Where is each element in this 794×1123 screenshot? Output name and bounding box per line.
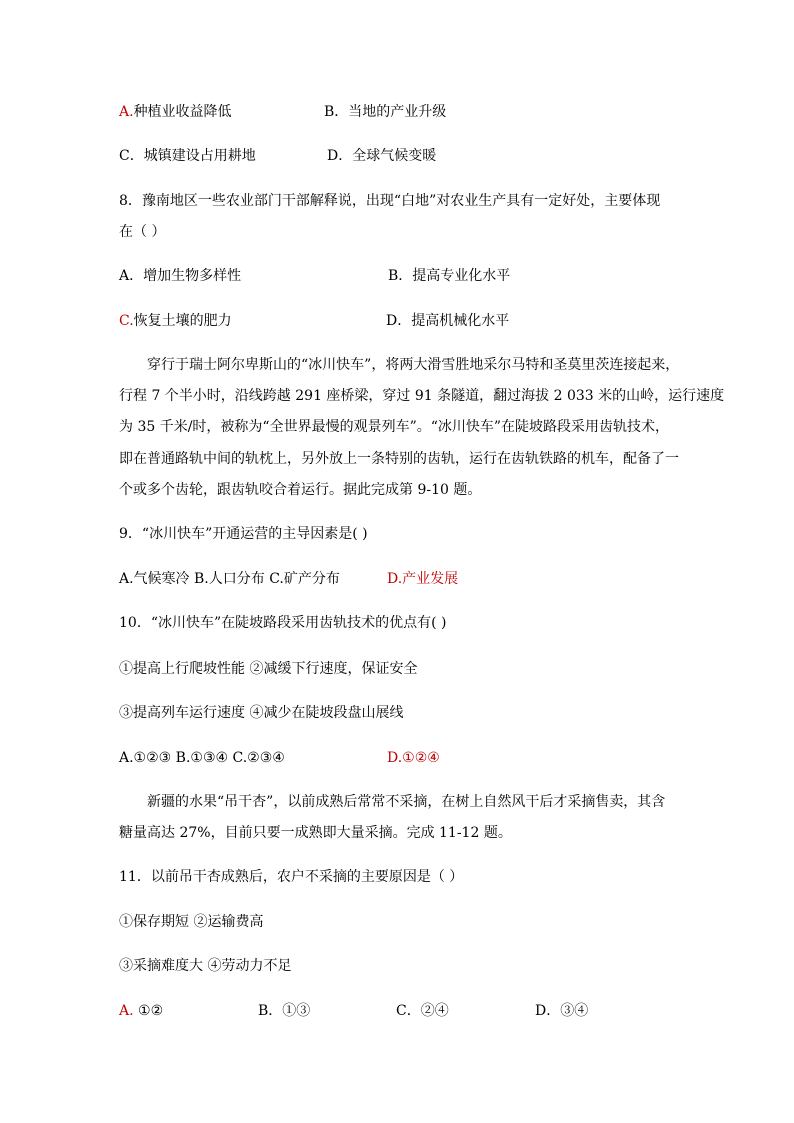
q8-stem-line1: 8．豫南地区一些农业部门干部解释说，出现“白地”对农业生产具有一定好处，主要体现 — [119, 193, 661, 209]
q9-options-abc: A.气候寒冷 B.人口分布 C.矿产分布 — [119, 571, 340, 587]
q11-statements-2: ③采摘难度大 ④劳动力不足 — [119, 958, 292, 974]
q9-stem: 9．“冰川快车”开通运营的主导因素是( ) — [119, 526, 368, 542]
q9-options — [119, 569, 340, 589]
q11-option-a — [119, 1001, 163, 1021]
q8-option-a: A．增加生物多样性 — [119, 268, 242, 284]
q8-stem-line2: 在（ ） — [119, 224, 166, 240]
q9-option-d: D.产业发展 — [387, 571, 459, 587]
q7-option-c: C．城镇建设占用耕地 — [119, 148, 256, 164]
passage1-line4: 即在普通路轨中间的轨枕上，另外放上一条特别的齿轨，运行在齿轨铁路的机车，配备了一 — [119, 451, 679, 467]
passage1-line5: 个或多个齿轮，跟齿轨咬合着运行。据此完成第 9-10 题。 — [119, 482, 482, 498]
q7-option-a — [119, 102, 232, 122]
q11-option-a-letter: A. — [119, 1003, 134, 1019]
q10-option-d: D.①②④ — [387, 750, 440, 766]
q7-option-a-text: 种植业收益降低 — [133, 104, 232, 120]
q11-statements-1: ①保存期短 ②运输费高 — [119, 914, 264, 930]
q10-options-abc: A.①②③ B.①③④ C.②③④ — [119, 750, 285, 766]
q11-option-a-text: ①② — [138, 1003, 164, 1019]
passage2-line1: 新疆的水果“吊干杏”，以前成熟后常常不采摘，在树上自然风干后才采摘售卖，其含 — [147, 794, 666, 810]
q10-statements-2: ③提高列车运行速度 ④减少在陡坡段盘山展线 — [119, 705, 404, 721]
q8-option-b: B．提高专业化水平 — [388, 268, 511, 284]
passage1-line3: 为 35 千米/时，被称为“全世界最慢的观景列车”。“冰川快车”在陡坡路段采用齿轨技术， — [119, 419, 670, 435]
q7-option-a-letter: A. — [119, 104, 134, 120]
q8-option-c-text: 恢复土壤的肥力 — [133, 313, 232, 329]
passage1-line2: 行程 7 个半小时，沿线跨越 291 座桥梁，穿过 91 条隧道，翻过海拔 2 033 米的山岭，运行速度 — [119, 388, 725, 404]
passage2-line2: 糖量高达 27%，目前只要一成熟即大量采摘。完成 11-12 题。 — [119, 825, 512, 841]
q8-option-c-letter: C. — [119, 313, 134, 329]
q11-option-c: C．②④ — [396, 1003, 449, 1019]
passage1-line1: 穿行于瑞士阿尔卑斯山的“冰川快车”，将两大滑雪胜地采尔马特和圣莫里茨连接起来， — [147, 357, 680, 373]
q8-option-d: D．提高机械化水平 — [386, 313, 510, 329]
q11-option-d: D．③④ — [535, 1003, 589, 1019]
q7-option-b: B．当地的产业升级 — [324, 104, 447, 120]
q8-option-c — [119, 311, 232, 331]
q11-stem: 11．以前吊干杏成熟后，农户不采摘的主要原因是（ ） — [119, 869, 464, 885]
q10-stem: 10．“冰川快车”在陡坡路段采用齿轨技术的优点有( ) — [119, 615, 447, 631]
q7-option-d: D．全球气候变暖 — [327, 148, 437, 164]
q11-option-b: B．①③ — [258, 1003, 311, 1019]
q10-statements-1: ①提高上行爬坡性能 ②减缓下行速度，保证安全 — [119, 661, 418, 677]
